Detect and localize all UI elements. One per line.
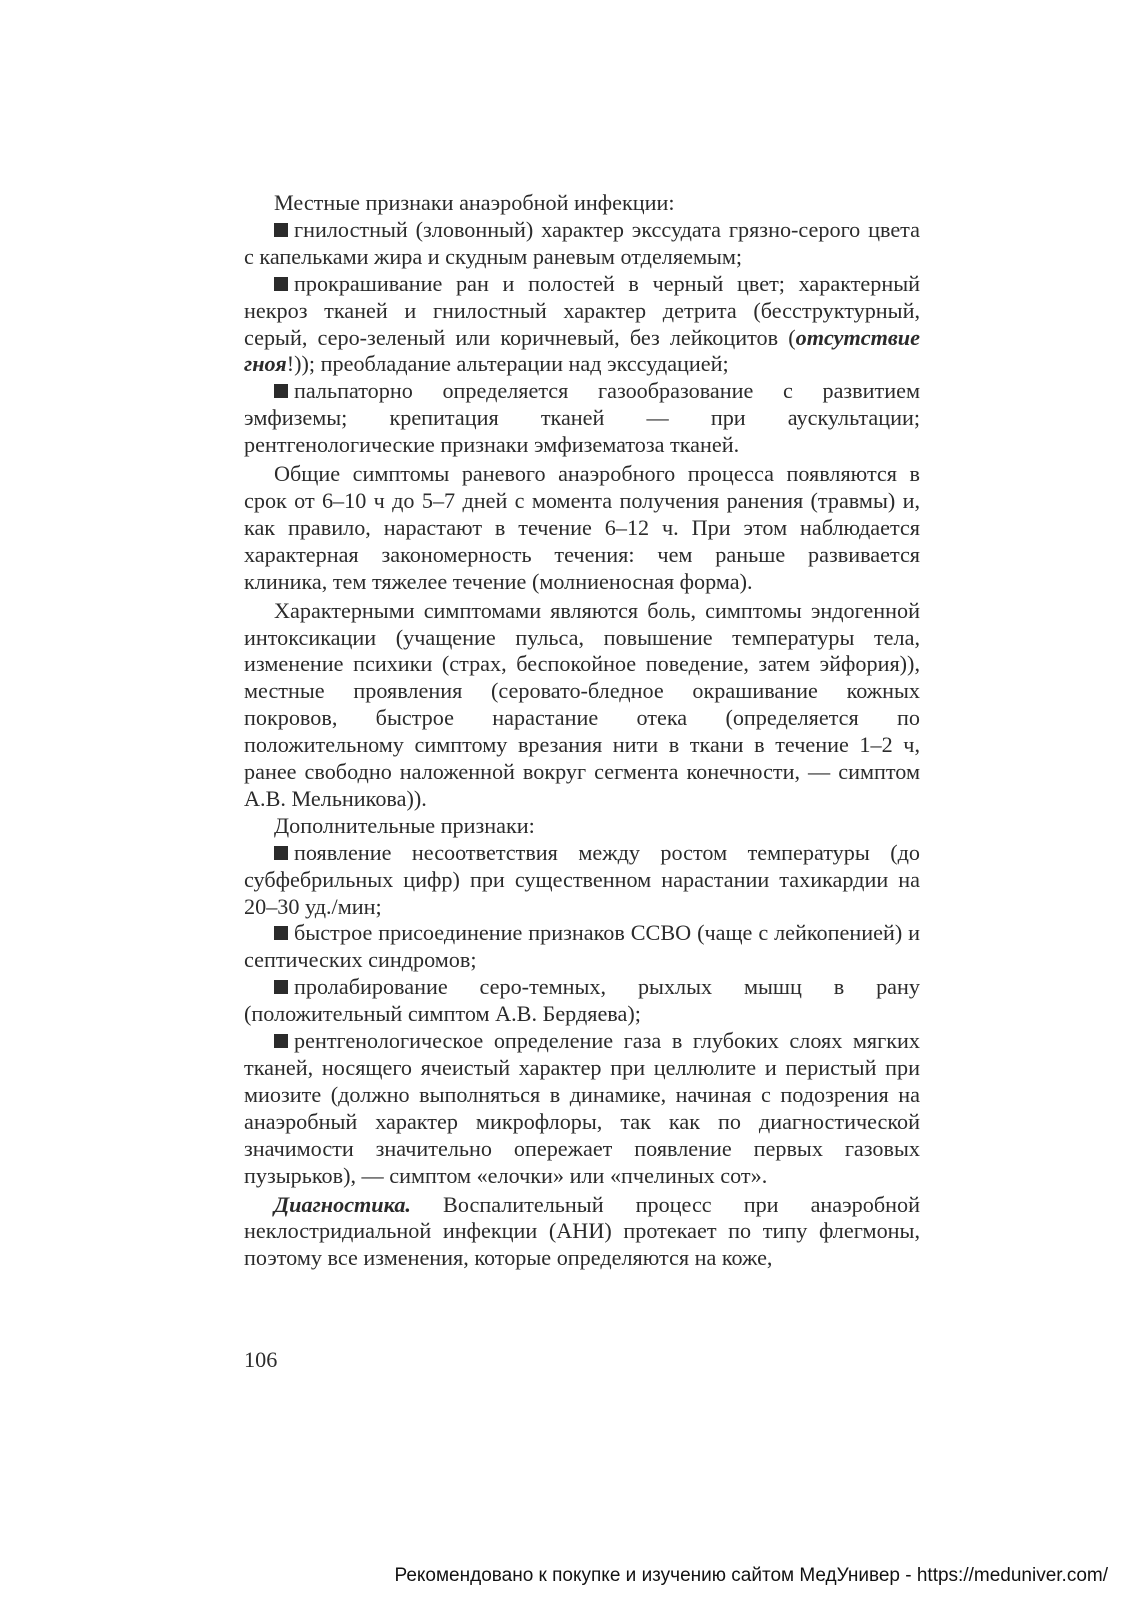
square-bullet-icon xyxy=(274,846,288,860)
additional-signs-heading: Дополнительные признаки: xyxy=(274,812,535,838)
square-bullet-icon xyxy=(274,384,288,398)
general-symptoms-paragraph: Общие симптомы раневого анаэробного процесса появляются в срок от 6–10 ч до 5–7 дней с момента получения ранения (травмы) и, как правило, нарастают в течение 6–12 ч. При этом наблюдается характерная закономерность течения: чем раньше развивается клиника, тем тяжелее течение (молниеносная форма). xyxy=(244,461,920,594)
diagnostics-label: Диагностика. xyxy=(274,1191,411,1217)
characteristic-symptoms-paragraph: Характерными симптомами являются боль, симптомы эндогенной интоксикации (учащение пульса, повышение температуры тела, изменение психики (страх, беспокойное поведение, затем эйфория)), местные проявления (серовато-бледное окрашивание кожных покровов, быстрое нарастание отека (определяется по положительному симптому врезания нити в ткани в течение 1–2 ч, ранее свободно наложенной вокруг сегмента конечности, — симптом А.В. Мельникова)). xyxy=(244,597,920,811)
square-bullet-icon xyxy=(274,277,288,291)
bullet-text: пальпаторно определяется газообразование с развитием эмфиземы; крепитация тканей — при аускультации; рентгенологические признаки эмфизематоза тканей. xyxy=(244,378,920,458)
additional-sign-bullet-1 xyxy=(244,840,920,921)
page-body-text xyxy=(244,190,920,1272)
square-bullet-icon xyxy=(274,980,288,994)
diagnostics-paragraph xyxy=(244,1192,920,1273)
diagnostics-text: Воспалительный процесс при анаэробной неклостридиальной инфекции (АНИ) протекает по типу флегмоны, поэтому все изменения, которые определяются на коже, xyxy=(244,1191,920,1271)
footer-recommendation-note: Рекомендовано к покупке и изучению сайтом МедУнивер - https://meduniver.com/ xyxy=(394,1565,1108,1586)
bullet-text: пролабирование серо-темных, рыхлых мышц в рану (положительный симптом А.В. Бердяева); xyxy=(244,974,920,1027)
bullet-text: !)); преобладание альтерации над экссудацией; xyxy=(286,351,729,377)
bullet-text: прокрашивание ран и полостей в черный цвет; характерный некроз тканей и гнилостный характер детрита (бесструктурный, серый, серо-зеленый или коричневый, без лейкоцитов ( xyxy=(244,270,920,350)
bullet-text: появление несоответствия между ростом температуры (до субфебрильных цифр) при существенном нарастании тахикардии на 20–30 уд./мин; xyxy=(244,839,920,919)
local-sign-bullet-2 xyxy=(244,271,920,379)
bullet-text: быстрое присоединение признаков ССВО (чаще с лейкопенией) и септических синдромов; xyxy=(244,920,920,973)
additional-sign-bullet-2 xyxy=(244,920,920,974)
page-number: 106 xyxy=(244,1347,278,1372)
local-signs-heading: Местные признаки анаэробной инфекции: xyxy=(274,190,675,215)
emphasis-text: отсутствие гноя xyxy=(244,324,920,377)
square-bullet-icon xyxy=(274,926,288,940)
additional-sign-bullet-4 xyxy=(244,1028,920,1189)
square-bullet-icon xyxy=(274,1034,288,1048)
bullet-text: гнилостный (зловонный) характер экссудата грязно-серого цвета с капельками жира и скудным раневым отделяемым; xyxy=(244,216,920,269)
bullet-text: рентгенологическое определение газа в глубоких слоях мягких тканей, носящего ячеистый характер при целлюлите и перистый при миозите (должно выполняться в динамике, начиная с подозрения на анаэробный характер микрофлоры, так как по диагностической значимости значительно опережает появление первых газовых пузырьков), — симптом «елочки» или «пчелиных сот». xyxy=(244,1028,920,1188)
square-bullet-icon xyxy=(274,223,288,237)
local-sign-bullet-3 xyxy=(244,378,920,459)
additional-sign-bullet-3 xyxy=(244,974,920,1028)
local-sign-bullet-1 xyxy=(244,217,920,271)
